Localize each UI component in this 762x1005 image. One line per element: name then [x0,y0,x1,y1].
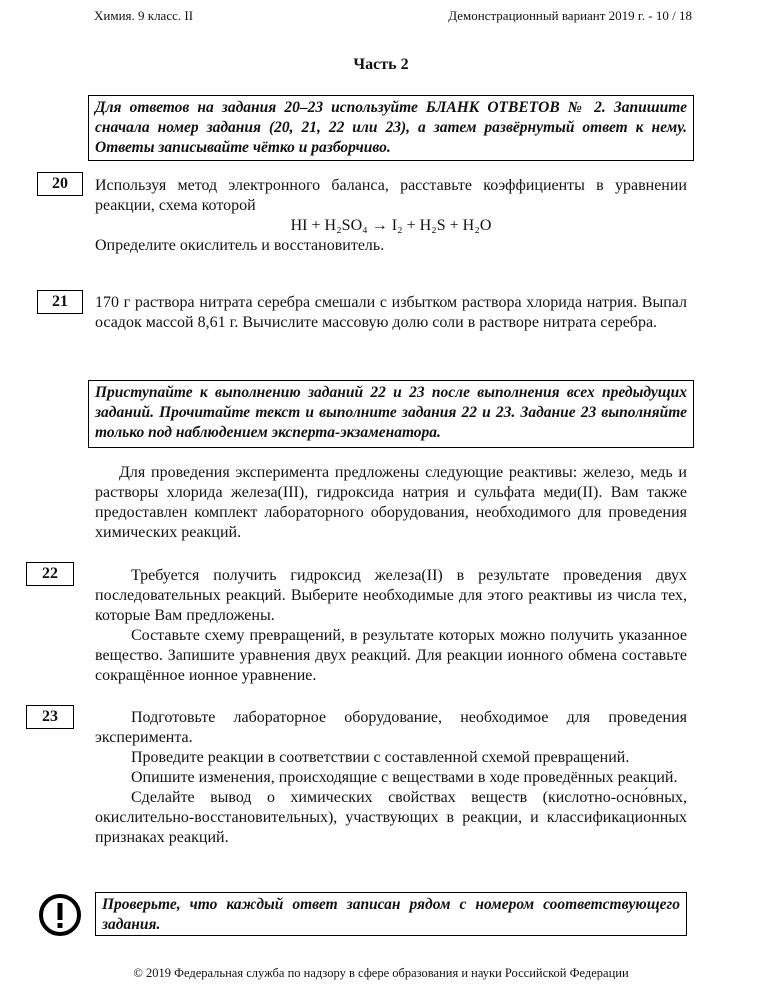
footer-copyright: © 2019 Федеральная служба по надзору в сфере образования и науки Российской Федерации [133,966,629,980]
task-23-paragraph-4: Сделайте вывод о химических свойствах веществ (кислотно-осно́вных, окислительно-восстановительных), участвующих в реакции, и классификационных признаках реакций. [95,789,687,846]
header-variant: Демонстрационный вариант 2019 г. - 10 / 18 [448,8,692,23]
task-21-text: 170 г раствора нитрата серебра смешали с избытком раствора хлорида натрия. Выпал осадок массой 8,61 г. Вычислите массовую долю соли в растворе нитрата серебра. [95,294,687,331]
task-22-number: 22 [26,562,74,586]
task-23 [95,708,687,848]
task-23-paragraph-2: Проведите реакции в соответствии с составленной схемой превращений. [131,749,630,766]
task-23-paragraph-3: Опишите изменения, происходящие с веществами в ходе проведённых реакций. [131,769,678,786]
header-subject: Химия. 9 класс. II [94,8,194,23]
instruction-box-2 [88,380,694,448]
instruction-2-text: Приступайте к выполнению заданий 22 и 23 после выполнения всех предыдущих заданий. Прочитайте текст и выполните задания 22 и 23. Задание 23 выполняйте только под наблюдением эксперта-экзаменатора. [95,384,687,441]
exclamation-circle-icon [38,893,82,937]
task-23-paragraph-1: Подготовьте лабораторное оборудование, необходимое для проведения эксперимента. [95,709,687,746]
task-23-number: 23 [26,705,74,729]
instruction-box-1 [88,95,694,161]
task-20-text: Используя метод электронного баланса, расставьте коэффициенты в уравнении реакции, схема которой [95,177,687,214]
warning-text: Проверьте, что каждый ответ записан рядом с номером соответствующего задания. [102,896,680,933]
task-21 [95,293,687,333]
task-22-paragraph-2: Составьте схему превращений, в результате которых можно получить указанное вещество. Запишите уравнения двух реакций. Для реакции ионного обмена составьте сокращённое ионное уравнение. [95,627,687,684]
experiment-intro-text: Для проведения эксперимента предложены следующие реактивы: железо, медь и растворы хлорида железа(III), гидроксида натрия и сульфата меди(II). Вам также предоставлен комплект лабораторного оборудования, необходимого для проведения химических реакций. [95,464,687,541]
task-20-equation: HI + H₂SO₄ → I₂ + H₂S + H₂O [290,217,492,234]
part-title: Часть 2 [353,56,409,73]
task-22 [95,566,687,686]
warning-box [95,892,687,936]
instruction-1-text: Для ответов на задания 20–23 используйте БЛАНК ОТВЕТОВ № 2. Запишите сначала номер задания (20, 21, 22 или 23), а затем развёрнутый ответ к нему. Ответы записывайте чётко и разборчиво. [95,99,687,156]
task-22-paragraph-1: Требуется получить гидроксид железа(II) в результате проведения двух последовательных реакций. Выберите необходимые для этого реактивы из числа тех, которые Вам предложены. [95,567,687,624]
task-20 [95,176,687,256]
task-20-number: 20 [37,172,83,196]
experiment-intro [95,463,687,543]
task-21-number: 21 [37,290,83,314]
task-20-question: Определите окислитель и восстановитель. [95,237,385,254]
